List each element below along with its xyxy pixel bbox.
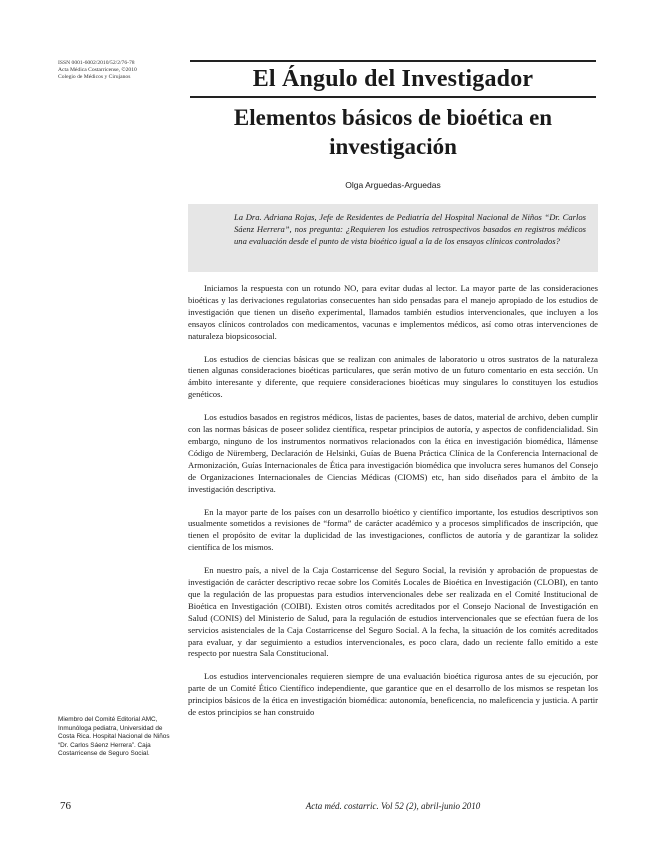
publisher-line: Colegio de Médicos y Cirujanos <box>58 74 131 81</box>
article-title <box>190 103 596 161</box>
article-body <box>188 283 598 730</box>
paragraph: Los estudios intervencionales requieren siempre de una evaluación bioética rigurosa antes de su ejecución, por parte de un Comité Ético Científico independiente, que garantice que en el desarrollo de los mismos se respetan los principios básicos de la ética en investigación biomédica: autonomía, beneficencia, no maleficencia y justicia. A partir de estos principios se han construido <box>188 671 598 718</box>
journal-reference: Acta méd. costarric. Vol 52 (2), abril-junio 2010 <box>305 801 481 811</box>
question-box: La Dra. Adriana Rojas, Jefe de Residentes de Pediatría del Hospital Nacional de Niños “Dr. Carlos Sáenz Herrera”, nos pregunta: ¿Requieren los estudios retrospectivos basados en registros médicos una evaluación desde el punto de vista bioético igual a la de los ensayos clínicos controlados? <box>188 204 598 272</box>
paragraph: Los estudios de ciencias básicas que se realizan con animales de laboratorio u otros sustratos de la naturaleza tienen algunas consideraciones bioéticas particulares, que serán motivo de un futuro comentario en esta sección. Un ámbito interesante y diferente, que requiere consideraciones bioéticas muy singulares lo constituyen los estudios genéticos. <box>188 353 598 400</box>
paragraph: Los estudios basados en registros médicos, listas de pacientes, bases de datos, material de archivo, deben cumplir con las normas básicas de poseer solidez científica, respetar principios de autoría, y aspectos de confidencialidad. Sin embargo, ninguno de los instrumentos normativos relacionados con la ética en investigación biomédica, llámense Código de Nüremberg, Declaración de Helsinki, Guías de Buena Práctica Clínica de la Conferencia Internacional de Armonización, Guías Internacionales de Ética para investigación biomédica que involucra seres humanos del Consejo de Organizaciones Internacionales de Ciencias Médicas (CIOMS) etc, han sido diseñados para el ámbito de la investigación descriptiva. <box>188 412 598 494</box>
section-title: El Ángulo del Investigador <box>252 65 534 92</box>
issn-line: ISSN 0001-6002/2010/52/2/76-78 <box>58 60 135 66</box>
section-header <box>190 60 596 98</box>
article-title-line1: Elementos básicos de bioética en <box>233 105 553 130</box>
article-title-line2: investigación <box>329 134 457 159</box>
page-number: 76 <box>60 800 71 812</box>
paragraph: En nuestro país, a nivel de la Caja Costarricense del Seguro Social, la revisión y aprobación de propuestas de investigación de carácter descriptivo recae sobre los Comités Locales de Bioética en Investigación (CLOBI), en tanto que la regulación de las propuestas para estudios intervencionales debe ser realizada en el Comité Institucional de Bioética en Investigación (COIBI). Existen otros comités acreditados por el Consejo Nacional de Investigación en Salud (CONIS) del Ministerio de Salud, para la regulación de estudios intervencionales que se efectúan fuera de los servicios asistenciales de la Caja Costarricense del Seguro Social. A la fecha, la situación de los comités acreditados para evaluar, y dar seguimiento a estudios intervencionales, es poco clara, dado un reciente fallo emitido a este respecto por nuestra Sala Constitucional. <box>188 565 598 659</box>
issn-block <box>58 60 170 82</box>
paragraph: En la mayor parte de los países con un desarrollo bioético y científico importante, los estudios descriptivos son usualmente sometidos a revisiones de “forma” de carácter académico y a procesos simplificados de inscripción, que tienen el propósito de evitar la duplicidad de las investigaciones, conflictos de autoría y de garantizar la solidez científica de los mismos. <box>188 506 598 553</box>
journal-line: Acta Médica Costarricense, ©2010 <box>58 67 137 74</box>
paragraph: Iniciamos la respuesta con un rotundo NO, para evitar dudas al lector. La mayor parte de las consideraciones bioéticas y las derivaciones regulatorias consecuentes han sido pensadas para el manejo apropiado de los estudios de investigación que tienen un diseño experimental, llamados también estudios intervencionales, que incluyen a los ensayos clínicos controlados con medicamentos, vacunas e implementos médicos, así como otras intervenciones de naturaleza biopsicosocial. <box>188 283 598 341</box>
author-affiliation-footnote: Miembro del Comité Editorial AMC, Inmunóloga pediatra, Universidad de Costa Rica. Hospital Nacional de Niños “Dr. Carlos Sáenz Herrera”. Caja Costarricense de Seguro Social. <box>58 716 170 758</box>
author: Olga Arguedas-Arguedas <box>345 180 441 190</box>
